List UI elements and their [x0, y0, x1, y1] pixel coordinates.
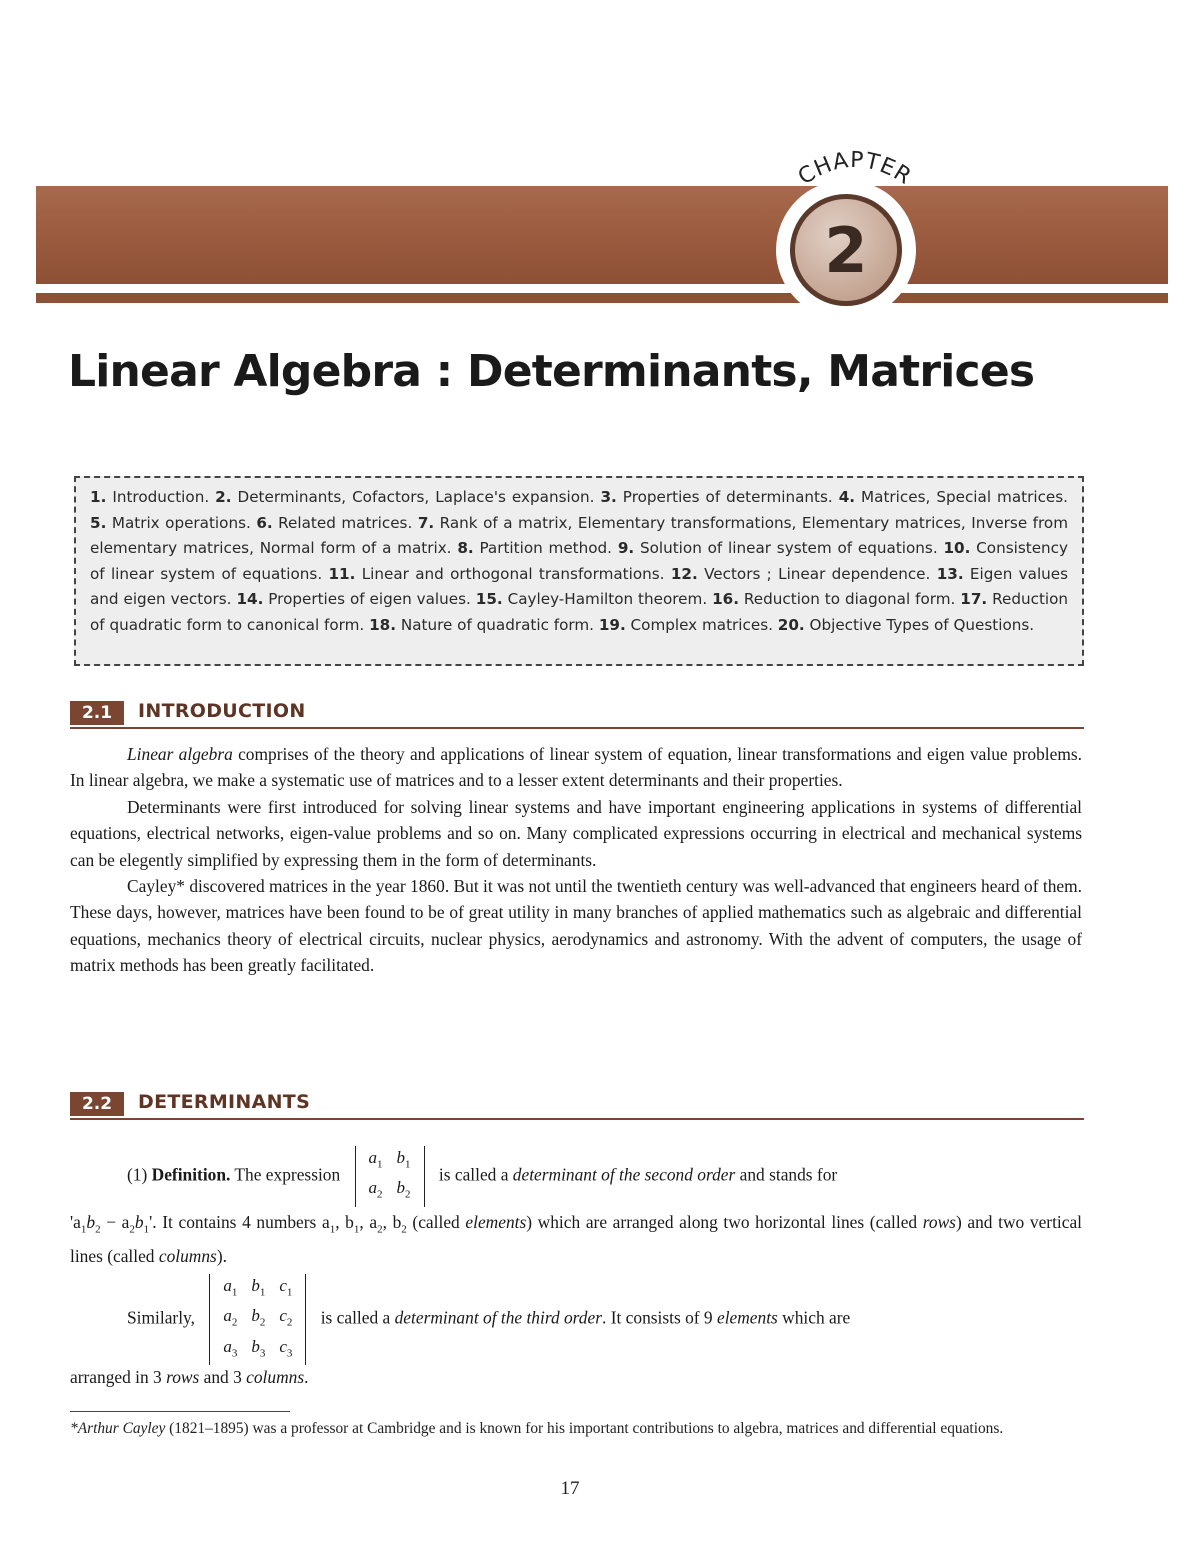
contents-item-title: Determinants, Cofactors, Laplace's expansion.: [231, 488, 595, 506]
footnote: *Arthur Cayley (1821–1895) was a professor at Cambridge and is known for his important contributions to algebra, matrices and differential equations.: [70, 1420, 1004, 1437]
contents-item-number: 20.: [777, 615, 805, 634]
section-title: DETERMINANTS: [138, 1091, 311, 1113]
second-order-determinant: $a_1$ $b_1$ $a_2$ $b_2$: [355, 1146, 425, 1207]
footnote-rule: [70, 1411, 290, 1412]
contents-item-number: 4.: [838, 488, 856, 506]
chapter-number: 2: [790, 194, 902, 306]
chapter-contents-box: [74, 476, 1084, 666]
contents-item: [671, 565, 931, 583]
contents-item-title: Introduction.: [106, 488, 210, 506]
contents-item-title: Solution of linear system of equations.: [634, 539, 938, 558]
contents-item-title: Eigen values and eigen vectors.: [90, 564, 1069, 609]
contents-item: [90, 488, 209, 506]
contents-item-number: 12.: [670, 564, 698, 583]
contents-item-title: Objective Types of Questions.: [804, 615, 1035, 634]
contents-item-title: Matrix operations.: [106, 513, 251, 532]
contents-item-title: Cayley-Hamilton theorem.: [502, 590, 708, 609]
contents-item: [328, 565, 664, 583]
contents-item: [369, 616, 594, 634]
page-number: 17: [560, 1478, 580, 1499]
contents-item-title: Rank of a matrix, Elementary transformations, Elementary matrices, Inverse from elementary matrices, Normal form of a matrix.: [90, 513, 1069, 558]
contents-item-number: 15.: [475, 590, 503, 609]
contents-item-title: Reduction to diagonal form.: [739, 590, 956, 609]
third-order-determinant: $a_1$ $b_1$ $c_1$ $a_2$ $b_2$ $c_2$ $a_3$ $b_3$ $c_3$: [209, 1274, 306, 1365]
section-number: 2.2: [70, 1092, 124, 1116]
contents-item-number: 13.: [936, 564, 964, 583]
contents-item-number: 3.: [600, 488, 617, 506]
contents-item: [215, 488, 594, 506]
chapter-title: Linear Algebra : Determinants, Matrices: [68, 346, 1035, 397]
contents-item: [476, 590, 707, 608]
contents-item: [839, 488, 1068, 506]
chapter-banner: [36, 186, 1168, 284]
contents-item-title: Properties of eigen values.: [263, 590, 471, 609]
contents-item-title: Vectors ; Linear dependence.: [697, 564, 931, 583]
contents-item-number: 5.: [90, 513, 107, 532]
contents-item-number: 2.: [215, 488, 232, 506]
contents-item-number: 14.: [236, 590, 264, 609]
third-order-line: Similarly, $a_1$ $b_1$ $c_1$ $a_2$ $b_2$ $c_2$ $a_3$ $b_3$ $c_3$ is called a determinant of the third order. It consists of 9 elements which are: [70, 1274, 1082, 1365]
third-order-continued: arranged in 3 rows and 3 columns.: [70, 1367, 309, 1387]
contents-item-title: Consistency of linear system of equations.: [90, 539, 1068, 583]
contents-item: [599, 616, 773, 634]
chapter-banner-rule: [36, 293, 1168, 303]
contents-item-number: 10.: [943, 539, 971, 558]
contents-item: [712, 590, 955, 608]
section-title: INTRODUCTION: [138, 700, 306, 722]
introduction-text: [70, 741, 1082, 979]
contents-item-title: Nature of quadratic form.: [396, 615, 594, 634]
section-number: 2.1: [70, 701, 124, 725]
contents-item-number: 19.: [598, 615, 626, 634]
section-header-introduction: [70, 699, 1084, 729]
contents-item: [778, 616, 1034, 634]
contents-item-title: Matrices, Special matrices.: [855, 488, 1068, 506]
contents-item-number: 18.: [369, 615, 396, 634]
chapter-word: [790, 147, 920, 191]
contents-item-title: Complex matrices.: [625, 615, 773, 634]
contents-item-number: 11.: [328, 564, 356, 583]
contents-item-title: Linear and orthogonal transformations.: [355, 564, 665, 583]
contents-item: [600, 488, 832, 506]
contents-item-number: 9.: [617, 539, 635, 558]
paragraph: Linear algebra comprises of the theory and applications of linear system of equation, linear transformations and eigen value problems. In linear algebra, we make a systematic use of matrices and to a lesser extent determinants and their properties.: [70, 744, 1083, 791]
contents-item-title: Reduction of quadratic form to canonical form.: [90, 590, 1069, 634]
chapter-badge: [776, 180, 916, 320]
contents-item: [457, 539, 612, 557]
contents-item-number: 16.: [712, 590, 739, 609]
contents-item: [256, 514, 412, 532]
contents-item: [236, 590, 470, 608]
contents-item: [618, 539, 938, 557]
paragraph: Cayley* discovered matrices in the year 1860. But it was not until the twentieth century was well-advanced that engineers heard of them. These days, however, matrices have been found to be of great utility in many branches of applied mathematics such as algebraic and differential equations, mechanics theory of electrical circuits, nuclear physics, aerodynamics and astronomy. With the advent of computers, the usage of matrix methods has been greatly facilitated.: [70, 876, 1082, 976]
contents-item-title: Properties of determinants.: [616, 488, 833, 506]
contents-item-number: 7.: [417, 513, 435, 532]
definition-continued: '$a_1b_2 - a_2b_1$'. It contains 4 numbers $a_1$, $b_1$, $a_2$, $b_2$ (called elements) which are arranged along two horizontal lines (called rows) and two vertical lines (called columns).: [70, 1212, 1083, 1266]
contents-item-number: 17.: [960, 590, 988, 609]
paragraph: Determinants were first introduced for solving linear systems and have important engineering applications in systems of differential equations, electrical networks, eigen-value problems and so on. Many complicated expressions occurring in electrical and mechanical systems can be elegently simplified by expressing them in the form of determinants.: [70, 796, 1082, 870]
contents-item-number: 8.: [457, 539, 474, 558]
contents-item-title: Partition method.: [473, 539, 613, 558]
contents-item: [90, 514, 251, 532]
chapter-contents-list: [90, 485, 1068, 639]
definition-line: (1) Definition. The expression $a_1$ $b_1$ $a_2$ $b_2$ is called a determinant of the second order and stands for: [70, 1146, 1082, 1207]
contents-item-number: 1.: [90, 488, 107, 506]
section-header-determinants: [70, 1090, 1084, 1120]
svg-text:CHAPTER: CHAPTER: [793, 147, 917, 191]
contents-item-number: 6.: [256, 513, 273, 532]
contents-item-title: Related matrices.: [272, 513, 413, 532]
